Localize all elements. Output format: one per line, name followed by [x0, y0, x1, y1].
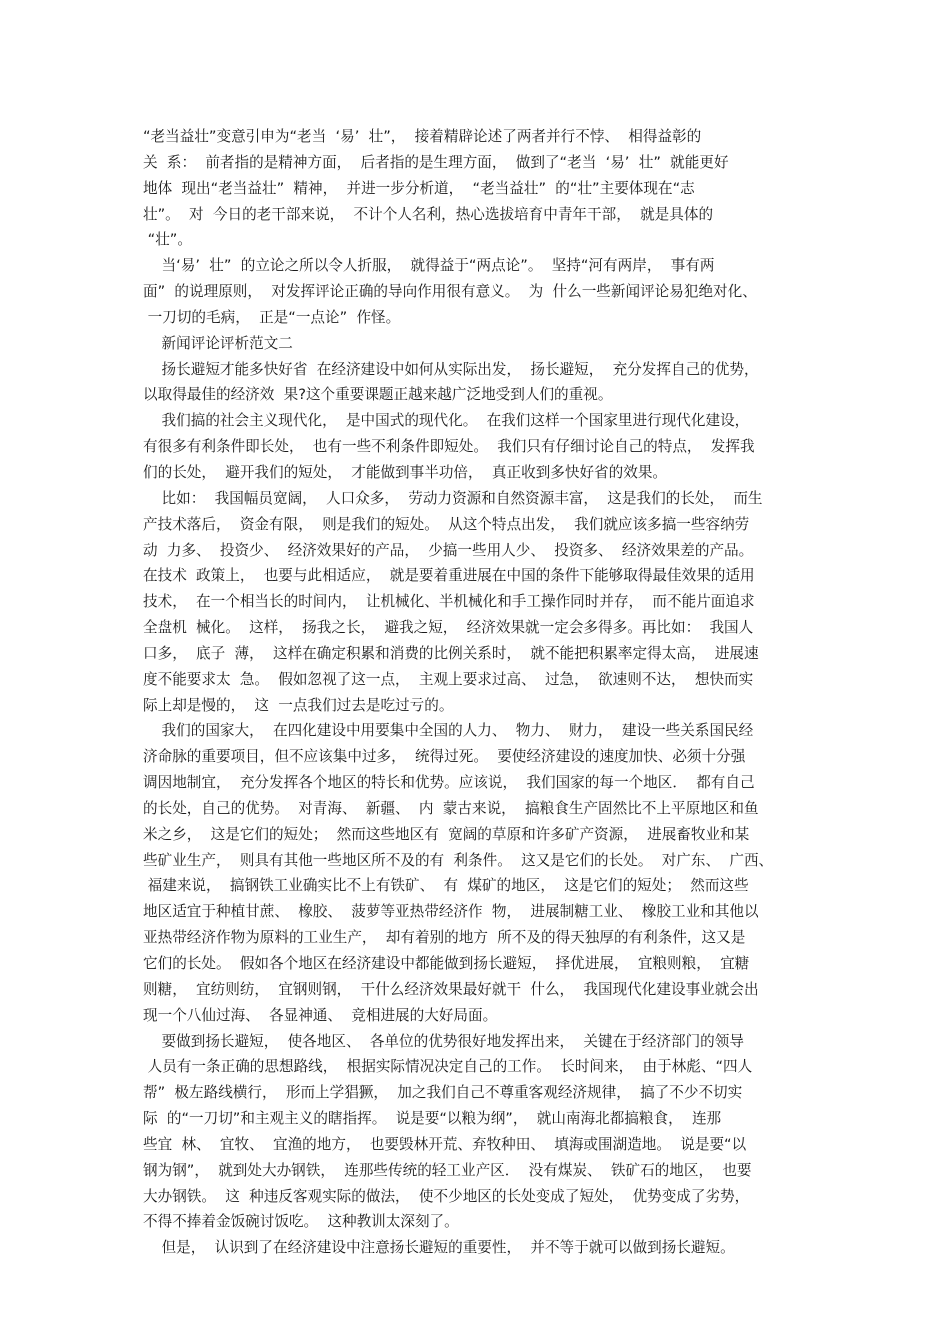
text-line: 亚热带经济作物为原料的工业生产， 却有着别的地方 所不及的得天独厚的有利条件，这又是	[143, 929, 746, 947]
text-line: 我们搞的社会主义现代化， 是中国式的现代化。 在我们这样一个国家里进行现代化建设，	[143, 412, 750, 430]
text-line: 动 力多、 投资少、 经济效果好的产品， 少搞一些用人少、 投资多、 经济效果差的产品。	[143, 541, 754, 559]
text-line: 现一个八仙过海、 各显神通、 竞相进展的大好局面。	[143, 1006, 498, 1024]
text-line: 地体 现出“老当益壮” 精神， 并进一步分析道， “老当益壮” 的“壮”主要体现在“志	[143, 179, 695, 197]
text-line: 帮” 极左路线横行， 形而上学猖獗， 加之我们自己不尊重客观经济规律， 搞了不少不切实	[143, 1084, 743, 1102]
text-line: 但是， 认识到了在经济建设中注意扬长避短的重要性， 并不等于就可以做到扬长避短。	[143, 1239, 735, 1257]
text-line: 际 的“一刀切”和主观主义的瞎指挥。 说是要“以粮为纲”， 就山南海北都搞粮食， 连那	[143, 1110, 722, 1128]
text-line: 度不能要求太 急。 假如忽视了这一点， 主观上要求过高、 过急， 欲速则不达， 想快而实	[143, 670, 754, 688]
text-line: 地区适宜于种植甘蔗、 橡胶、 菠萝等亚热带经济作 物， 进展制糖工业、 橡胶工业和其他以	[143, 903, 759, 921]
text-line: “老当益壮”变意引申为“老当 ‘易’ 壮”， 接着精辟论述了两者并行不悖、 相得益彰的	[143, 128, 702, 145]
text-line: 比如： 我国幅员宽阔， 人口众多， 劳动力资源和自然资源丰富， 这是我们的长处， 而生	[143, 489, 763, 507]
text-line: 米之乡， 这是它们的短处； 然而这些地区有 宽阔的草原和许多矿产资源， 进展畜牧业和某	[143, 825, 750, 843]
text-line: 技术， 在一个相当长的时间内， 让机械化、半机械化和手工操作同时并存， 而不能片面追求	[143, 593, 755, 611]
text-line: 在技术 政策上， 也要与此相适应， 就是要着重进展在中国的条件下能够取得最佳效果的适用	[143, 567, 755, 585]
text-line: 以取得最佳的经济效 果?这个重要课题正越来越广泛地受到人们的重视。	[143, 386, 613, 404]
body-text	[143, 124, 823, 1261]
text-line: 它们的长处。 假如各个地区在经济建设中都能做到扬长避短， 择优进展， 宜粮则粮， 宜糖	[143, 955, 750, 972]
text-line: 福建来说， 搞钢铁工业确实比不上有铁矿、 有 煤矿的地区， 这是它们的短处； 然而这些	[143, 877, 749, 895]
text-line: 我们的国家大， 在四化建设中用要集中全国的人力、 物力、 财力， 建设一些关系国民经	[143, 722, 754, 740]
text-line: 人员有一条正确的思想路线， 根据实际情况决定自己的工作。 长时间来， 由于林彪、“四人	[143, 1058, 753, 1076]
text-line: 的长处，自己的优势。 对青海、 新疆、 内 蒙古来说， 搞粮食生产固然比不上平原地区和鱼	[143, 799, 759, 817]
text-line: 要做到扬长避短， 使各地区、 各单位的优势很好地发挥出来， 关键在于经济部门的领导	[143, 1032, 744, 1050]
text-line: 全盘机 械化。 这样， 扬我之长， 避我之短， 经济效果就一定会多得多。再比如： 我国人	[143, 619, 754, 637]
text-line: 壮”。 对 今日的老干部来说， 不计个人名利，热心选拔培育中青年干部， 就是具体的	[143, 205, 714, 223]
text-line: “壮”。	[143, 231, 192, 249]
text-line: 一刀切的毛病， 正是“一点论” 作怪。	[143, 308, 401, 326]
text-line: 关 系： 前者指的是精神方面， 后者指的是生理方面， 做到了“老当 ‘易’ 壮” 就能更好	[143, 153, 729, 171]
text-line: 有很多有利条件即长处， 也有一些不利条件即短处。 我们只有仔细讨论自己的特点， 发挥我	[143, 438, 755, 456]
text-line: 些矿业生产， 则具有其他一些地区所不及的有 利条件。 这又是它们的长处。 对广东、 广西、	[143, 851, 774, 869]
text-line: 扬长避短才能多快好省 在经济建设中如何从实际出发， 扬长避短， 充分发挥自己的优势，	[143, 360, 759, 378]
text-line: 际上却是慢的， 这 一点我们过去是吃过亏的。	[143, 696, 454, 714]
text-line: 则糖， 宜纺则纺， 宜钢则钢， 干什么经济效果最好就干 什么， 我国现代化建设事业就会出	[143, 980, 759, 998]
text-line: 调因地制宜， 充分发挥各个地区的特长和优势。应该说， 我们国家的每一个地区． 都有自己	[143, 774, 755, 792]
text-line: 钢为钢”， 就到处大办钢铁， 连那些传统的轻工业产区． 没有煤炭、 铁矿石的地区， 也要	[143, 1161, 752, 1179]
text-line: 面” 的说理原则， 对发挥评论正确的导向作用很有意义。 为 什么一些新闻评论易犯绝对化、	[143, 283, 757, 301]
text-line: 口多， 底子 薄， 这样在确定积累和消费的比例关系时， 就不能把积累率定得太高， 进展速	[143, 644, 759, 662]
text-line: 产技术落后， 资金有限， 则是我们的短处。 从这个特点出发， 我们就应该多搞一些容纳劳	[143, 515, 750, 533]
text-line: 大办钢铁。 这 种违反客观实际的做法， 使不少地区的长处变成了短处， 优势变成了劣势，	[143, 1187, 750, 1205]
text-line: 些宜 林、 宜牧、 宜渔的地方， 也要毁林开荒、弃牧种田、 填海或围湖造地。 说是要“以	[143, 1135, 747, 1153]
section-heading: 新闻评论评析范文二	[143, 334, 293, 352]
text-line: 们的长处， 避开我们的短处， 才能做到事半功倍， 真正收到多快好省的效果。	[143, 463, 668, 481]
text-line: 当‘易’ 壮” 的立论之所以令人折服， 就得益于“两点论”。 坚持“河有两岸， 事有两	[143, 257, 715, 275]
text-line: 济命脉的重要项目，但不应该集中过多， 统得过死。 要使经济建设的速度加快、必须十分强	[143, 748, 746, 766]
text-line: 不得不捧着金饭碗讨饭吃。 这种教训太深刻了。	[143, 1213, 459, 1231]
